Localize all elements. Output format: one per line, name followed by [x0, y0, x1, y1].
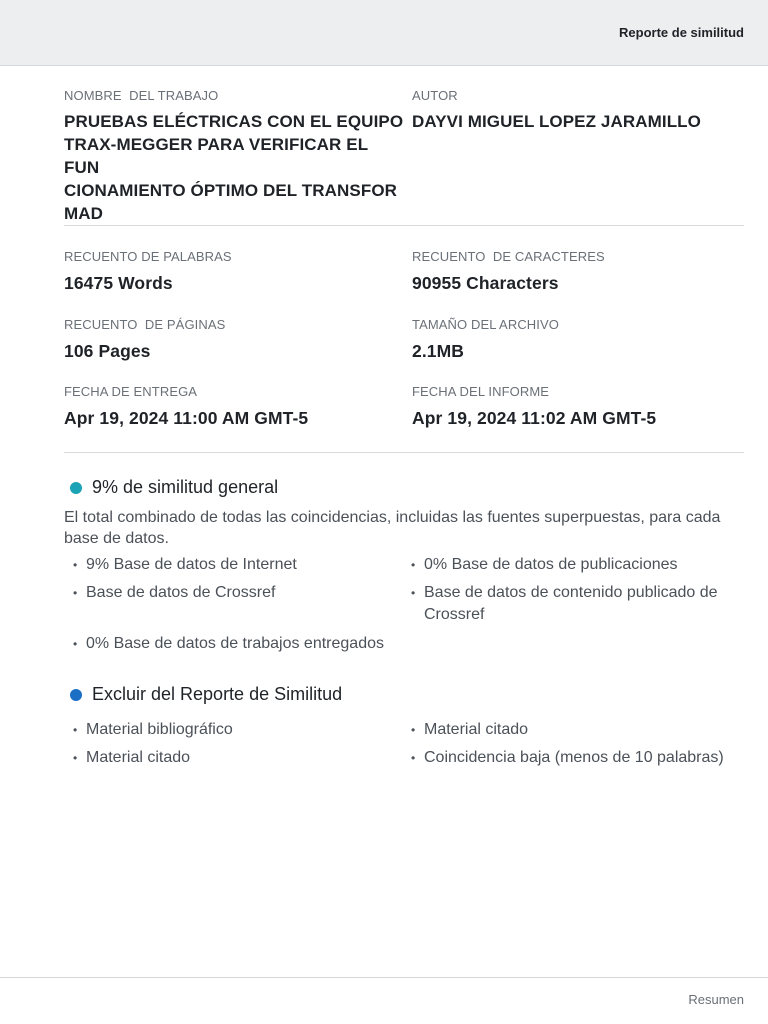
file-size-value: 2.1MB [412, 341, 465, 361]
file-size [412, 317, 752, 362]
list-item-text: Material bibliográfico [86, 721, 233, 738]
submission-date-value: Apr 19, 2024 11:00 AM GMT-5 [64, 408, 309, 428]
bullet-icon: • [73, 586, 78, 600]
bullet-icon: • [73, 637, 78, 651]
exclude-title: Excluir del Reporte de Similitud [92, 684, 343, 704]
page-count [64, 317, 404, 362]
list-item [402, 747, 742, 769]
similarity-dot-icon [70, 482, 82, 494]
work-name-line: CIONAMIENTO ÓPTIMO DEL TRANSFOR [64, 181, 398, 200]
work-name-value [64, 110, 404, 225]
file-size-label: TAMAÑO DEL ARCHIVO [412, 317, 559, 332]
work-name-line: TRAX-MEGGER PARA VERIFICAR EL FUN [64, 135, 368, 177]
bullet-icon: • [73, 751, 78, 765]
similarity-description: El total combinado de todas las coincidencias, incluidas las fuentes superpuestas, para cada base de datos. [64, 509, 721, 547]
similarity-heading [70, 477, 278, 498]
report-date-value: Apr 19, 2024 11:02 AM GMT-5 [412, 408, 657, 428]
word-count [64, 249, 404, 294]
char-count [412, 249, 752, 294]
similarity-title: 9% de similitud general [92, 477, 279, 497]
bullet-icon: • [73, 723, 78, 737]
list-item-text: 9% Base de datos de Internet [86, 556, 297, 573]
bullet-icon: • [411, 723, 416, 737]
author-label: AUTOR [412, 88, 458, 103]
page-count-value: 106 Pages [64, 341, 151, 361]
divider [64, 452, 744, 453]
author-section [412, 88, 752, 103]
report-date-label: FECHA DEL INFORME [412, 384, 550, 399]
char-count-label: RECUENTO DE CARACTERES [412, 249, 605, 264]
bullet-icon: • [73, 558, 78, 572]
author-value-wrap [412, 110, 752, 133]
submission-date-label: FECHA DE ENTREGA [64, 384, 198, 399]
list-item-text: Coincidencia baja (menos de 10 palabras) [424, 749, 724, 766]
report-date [412, 384, 752, 429]
exclude-heading [70, 684, 342, 705]
work-name-line: PRUEBAS ELÉCTRICAS CON EL EQUIPO [64, 112, 404, 131]
list-item-text: Material citado [424, 721, 529, 738]
list-item-text: Material citado [86, 749, 191, 766]
report-header [0, 0, 768, 66]
author-value: DAYVI MIGUEL LOPEZ JARAMILLO [412, 112, 701, 131]
bullet-icon: • [411, 558, 416, 572]
list-item [402, 719, 742, 741]
work-name-line: MAD [64, 204, 104, 223]
list-item-text: 0% Base de datos de trabajos entregados [86, 635, 384, 652]
list-item [64, 554, 404, 576]
footer-label: Resumen [688, 992, 744, 1007]
word-count-value: 16475 Words [64, 273, 173, 293]
submission-date [64, 384, 404, 429]
list-item [64, 719, 404, 741]
bullet-icon: • [411, 586, 416, 600]
list-item-text: Base de datos de contenido publicado de Crossref [424, 584, 718, 623]
list-item [402, 582, 734, 626]
list-item-text: 0% Base de datos de publicaciones [424, 556, 678, 573]
list-item [64, 633, 404, 655]
exclude-dot-icon [70, 689, 82, 701]
work-name-label: NOMBRE DEL TRABAJO [64, 88, 219, 103]
char-count-value: 90955 Characters [412, 273, 559, 293]
page-count-label: RECUENTO DE PÁGINAS [64, 317, 226, 332]
list-item-text: Base de datos de Crossref [86, 584, 276, 601]
work-name-section [64, 88, 404, 103]
list-item [402, 554, 742, 576]
list-item [64, 747, 404, 769]
list-item [64, 582, 404, 604]
bullet-icon: • [411, 751, 416, 765]
report-title: Reporte de similitud [619, 25, 744, 40]
divider [64, 225, 744, 226]
word-count-label: RECUENTO DE PALABRAS [64, 249, 232, 264]
page-footer [0, 977, 768, 1024]
